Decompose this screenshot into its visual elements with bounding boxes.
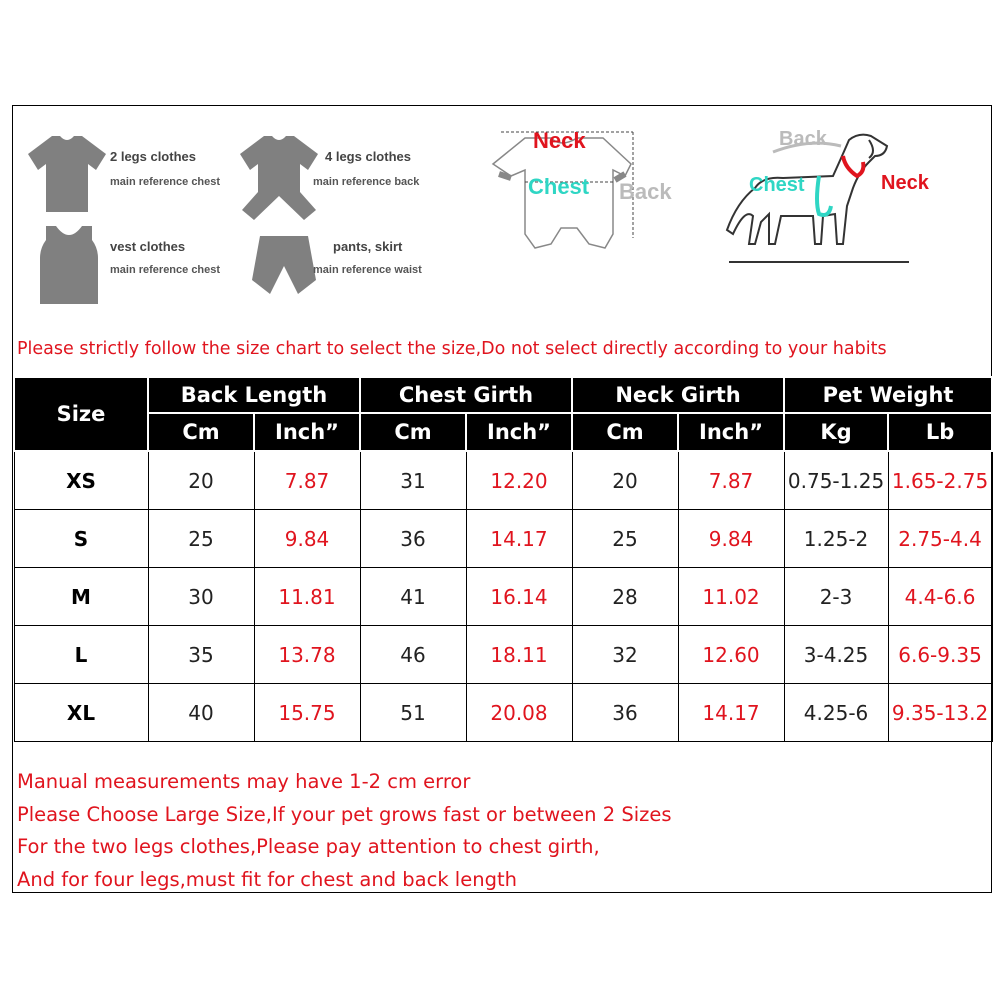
table-cell: 41 — [360, 568, 466, 626]
shirt-neck-label: Neck — [533, 128, 586, 153]
dog-neck-label: Neck — [881, 172, 929, 194]
size-header: Size — [14, 377, 148, 451]
unit-header: Inch” — [254, 413, 360, 451]
unit-header: Cm — [148, 413, 254, 451]
table-cell: 31 — [360, 451, 466, 510]
size-cell: M — [14, 568, 148, 626]
table-cell: 30 — [148, 568, 254, 626]
vest-label: vest clothes — [110, 239, 186, 254]
table-cell: 9.35-13.2 — [888, 684, 992, 742]
back-length-header: Back Length — [148, 377, 360, 413]
table-cell: 35 — [148, 626, 254, 684]
unit-header: Kg — [784, 413, 888, 451]
table-cell: 1.65-2.75 — [888, 451, 992, 510]
table-cell: 36 — [360, 510, 466, 568]
table-cell: 18.11 — [466, 626, 572, 684]
table-cell: 25 — [572, 510, 678, 568]
size-cell: XS — [14, 451, 148, 510]
table-cell: 20 — [572, 451, 678, 510]
table-cell: 46 — [360, 626, 466, 684]
unit-header: Inch” — [678, 413, 784, 451]
table-cell: 32 — [572, 626, 678, 684]
table-cell: 15.75 — [254, 684, 360, 742]
jumpsuit-icon — [238, 132, 320, 222]
table-row — [14, 626, 992, 684]
table-cell: 28 — [572, 568, 678, 626]
table-cell: 12.20 — [466, 451, 572, 510]
table-cell: 51 — [360, 684, 466, 742]
table-cell: 2.75-4.4 — [888, 510, 992, 568]
note-line: Manual measurements may have 1-2 cm error — [17, 770, 471, 793]
table-cell: 6.6-9.35 — [888, 626, 992, 684]
table-cell: 11.81 — [254, 568, 360, 626]
size-cell: XL — [14, 684, 148, 742]
table-row — [14, 510, 992, 568]
table-row — [14, 568, 992, 626]
two-legs-label: 2 legs clothes — [110, 149, 196, 164]
table-cell: 12.60 — [678, 626, 784, 684]
table-cell: 40 — [148, 684, 254, 742]
shirt-back-label: Back — [619, 179, 672, 204]
table-cell: 4.4-6.6 — [888, 568, 992, 626]
table-row — [14, 684, 992, 742]
table-cell: 7.87 — [254, 451, 360, 510]
clothing-type-legend — [13, 106, 991, 334]
table-cell: 9.84 — [678, 510, 784, 568]
size-cell: L — [14, 626, 148, 684]
vest-icon — [38, 224, 100, 306]
size-cell: S — [14, 510, 148, 568]
table-cell: 36 — [572, 684, 678, 742]
table-cell: 1.25-2 — [784, 510, 888, 568]
shirt-chest-label: Chest — [528, 174, 590, 199]
table-cell: 9.84 — [254, 510, 360, 568]
table-cell: 20.08 — [466, 684, 572, 742]
dog-back-label: Back — [779, 128, 827, 150]
table-cell: 11.02 — [678, 568, 784, 626]
chest-girth-header: Chest Girth — [360, 377, 572, 413]
table-cell: 0.75-1.25 — [784, 451, 888, 510]
table-cell: 3-4.25 — [784, 626, 888, 684]
table-cell: 25 — [148, 510, 254, 568]
measurement-notes — [17, 766, 672, 896]
table-row — [14, 451, 992, 510]
two-legs-sub: main reference chest — [110, 176, 221, 188]
table-cell: 16.14 — [466, 568, 572, 626]
four-legs-sub: main reference back — [313, 176, 420, 188]
unit-header: Lb — [888, 413, 992, 451]
table-cell: 20 — [148, 451, 254, 510]
pants-sub: main reference waist — [313, 264, 422, 276]
vest-sub: main reference chest — [110, 264, 221, 276]
pet-weight-header: Pet Weight — [784, 377, 992, 413]
note-line: Please Choose Large Size,If your pet grows fast or between 2 Sizes — [17, 802, 672, 826]
pants-icon — [250, 234, 318, 296]
size-table — [13, 376, 993, 742]
unit-header: Cm — [360, 413, 466, 451]
size-table-body — [14, 451, 992, 742]
pants-label: pants, skirt — [333, 239, 403, 254]
note-line: For the two legs clothes,Please pay attention to chest girth, — [17, 835, 600, 858]
note-line: And for four legs,must fit for chest and back length — [17, 867, 517, 891]
unit-header: Inch” — [466, 413, 572, 451]
tshirt-icon — [26, 132, 108, 214]
size-chart-frame — [12, 105, 992, 893]
table-cell: 13.78 — [254, 626, 360, 684]
size-selection-notice: Please strictly follow the size chart to select the size,Do not select directly according to your habits — [17, 339, 887, 359]
table-cell: 7.87 — [678, 451, 784, 510]
four-legs-label: 4 legs clothes — [325, 149, 411, 164]
dog-chest-label: Chest — [749, 174, 805, 196]
table-cell: 14.17 — [466, 510, 572, 568]
table-cell: 2-3 — [784, 568, 888, 626]
unit-header: Cm — [572, 413, 678, 451]
table-cell: 14.17 — [678, 684, 784, 742]
table-cell: 4.25-6 — [784, 684, 888, 742]
neck-girth-header: Neck Girth — [572, 377, 784, 413]
